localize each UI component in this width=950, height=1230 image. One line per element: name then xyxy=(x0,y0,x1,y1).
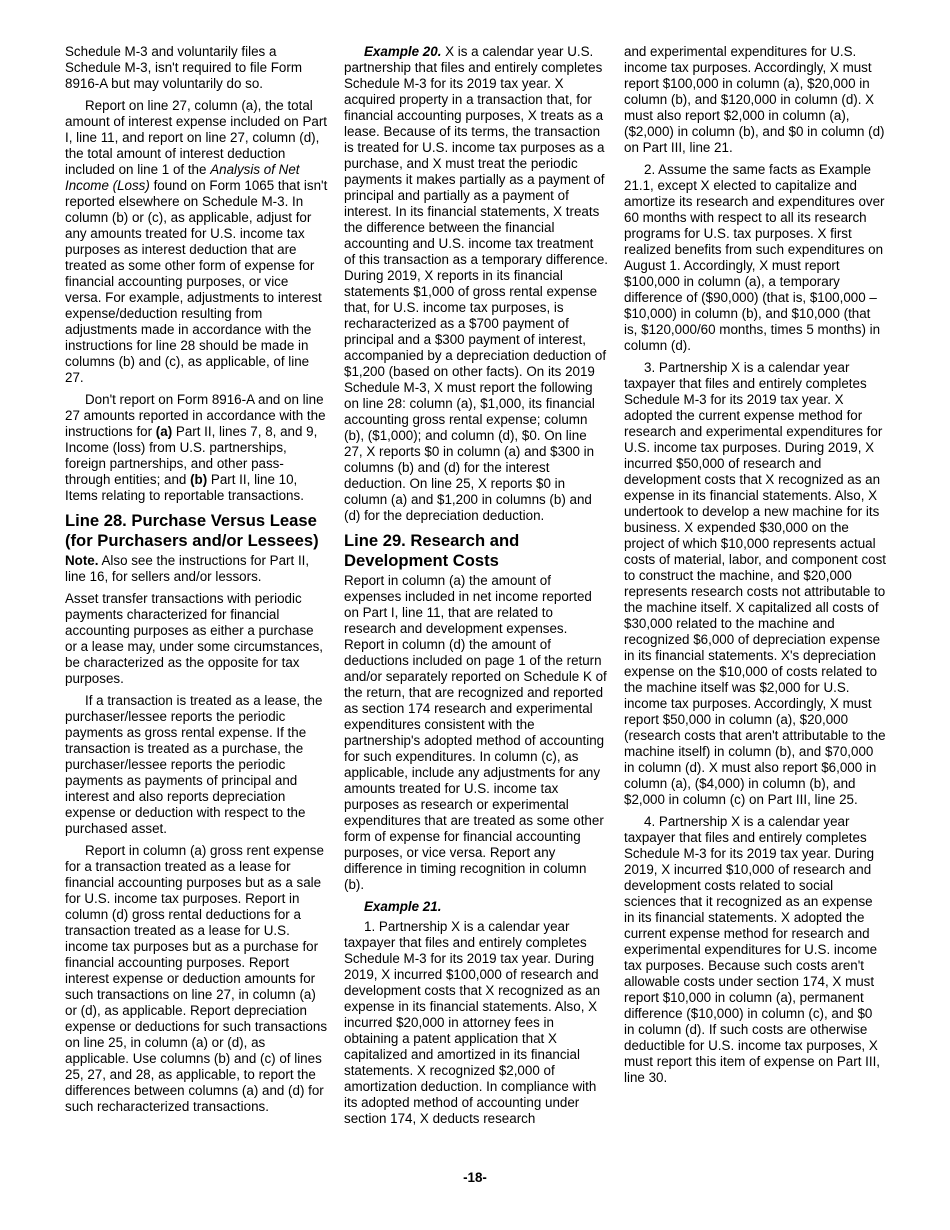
column-left xyxy=(65,44,328,1121)
example-21-label: Example 21. xyxy=(364,899,442,914)
example-21-item-4: 4. Partnership X is a calendar year taxpayer that files and entirely completes Schedule M-3 for its 2019 tax year. During 2019, X incurred $10,000 of research and development costs related to social sciences that it recognized as an expense in its financial statements. X adopted the current expense method for research and experimental expenditures for U.S. income tax purposes. Because such costs aren't allowable costs under section 174, X must report $10,000 in column (a), permanent difference ($10,000) in column (c), and $0 in column (d). If such costs are otherwise deductible for U.S. income tax purposes, X must report this item of expense on Part III, line 30. xyxy=(624,814,881,1085)
note-text: Also see the instructions for Part II, line 16, for sellers and/or lessors. xyxy=(65,553,310,584)
paragraph: If a transaction is treated as a lease, the purchaser/lessee reports the periodic payments as gross rental expense. If the transaction is treated as a purchase, the purchaser/lessee reports the periodic payments as payments of principal and interest and also reports depreciation expense or deduction with respect to the purchased asset. xyxy=(65,693,323,836)
note xyxy=(65,553,328,585)
page-number: -18- xyxy=(463,1170,487,1185)
form-title-italic: Analysis of Net Income (Loss) xyxy=(65,162,300,193)
heading-line-29: Line 29. Research and Development Costs xyxy=(344,531,520,570)
bold-marker: (b) xyxy=(190,472,208,487)
text: Report on line 27, column (a), the total amount of interest expense included on Part I, line 11, and report on line 27, column (d), the total amount of interest deduction included on line 1 of the xyxy=(65,98,328,177)
paragraph-line-27 xyxy=(65,98,328,386)
paragraph-dont-report xyxy=(65,392,328,504)
example-21-item-3: 3. Partnership X is a calendar year taxpayer that files and entirely completes Schedule M-3 for its 2019 tax year. X adopted the current expense method for research and experimental expenditures for U.S. income tax purposes. During 2019, X incurred $50,000 of research and development costs that X recognized as an expense in its financial statements. Also, X undertook to develop a new machine for its business. X expended $30,000 on the project of which $10,000 represents actual costs of material, labor, and component cost to construct the machine, and $20,000 represents research costs not attributable to the machine itself. X capitalized all costs of $30,000 related to the machine and recognized $6,000 of depreciation expense in its financial statements. X's depreciation expense on the $10,000 of costs related to the machine itself was $2,000 for U.S. income tax purposes. Accordingly, X must report $50,000 in column (a), $20,000 (research costs that aren't attributable to the machine itself) in column (b), and $70,000 in column (d). X must also report $6,000 in column (a), ($4,000) in column (b), and $2,000 in column (c) on Part III, line 25. xyxy=(624,360,886,807)
column-middle xyxy=(344,44,608,1133)
example-21-item-2: 2. Assume the same facts as Example 21.1, except X elected to capitalize and amortize its research and expenditures over 60 months with respect to all its research programs for U.S. tax purposes. X first realized benefits from such expenditures on August 1. Accordingly, X must report $100,000 in column (a), a temporary difference of ($90,000) (that is, $100,000 – $10,000) in column (b), and $10,000 (that is, $120,000/60 months, times 5 months) in column (d). xyxy=(624,162,885,353)
column-right xyxy=(624,44,886,1092)
example-21-item-1: 1. Partnership X is a calendar year taxpayer that files and entirely completes Schedule M-3 for its 2019 tax year. During 2019, X incurred $100,000 of research and development costs that X recognized as an expense in its financial statements. Also, X incurred $20,000 in attorney fees in obtaining a patent application that X capitalized and amortized in its financial statements. X recognized $2,000 of amortization deduction. In compliance with its adopted method of accounting under section 174, X deducts research xyxy=(344,919,601,1126)
note-label: Note. xyxy=(65,553,99,568)
bold-marker: (a) xyxy=(155,424,173,439)
example-20 xyxy=(344,44,608,524)
heading-line-28: Line 28. Purchase Versus Lease (for Purchasers and/or Lessees) xyxy=(65,511,319,550)
text: found on Form 1065 that isn't reported elsewhere on Schedule M-3. In column (b) or (c), as applicable, adjust for any amounts treated for U.S. income tax purposes as interest deduction that are treated as some other form of expense for financial accounting purposes, or vice versa. For example, adjustments to interest expense/deduction resulting from adjustments made in accordance with the instructions for line 28 should be made in columns (b) and (c), as applicable, of line 27. xyxy=(65,178,328,385)
paragraph: Report in column (a) gross rent expense for a transaction treated as a lease for financial accounting purposes but as a sale for U.S. income tax purposes. Report in column (d) gross rental deductions for a transaction treated as a lease for U.S. income tax purposes but as a purchase for financial accounting purposes. Report interest expense or deduction amounts for such transactions on line 27, in column (a) or (d), as applicable. Report depreciation expense or deductions for such transactions on line 25, in column (a) or (d), as applicable. Use columns (b) and (c) of lines 25, 27, and 28, as applicable, to report the differences between columns (a) and (d) for such recharacterized transactions. xyxy=(65,843,328,1114)
text: Part II, line 10, Items relating to reportable transactions. xyxy=(65,472,304,503)
text: Part II, lines 7, 8, and 9, Income (loss) from U.S. partnerships, foreign partnerships, and other pass-through entities; and xyxy=(65,424,318,487)
paragraph: Asset transfer transactions with periodic payments characterized for financial accounting purposes as either a purchase or a lease may, under some circumstances, be characterized as the opposite for tax purposes. xyxy=(65,591,323,686)
example-text: X is a calendar year U.S. partnership that files and entirely completes Schedule M-3 for its 2019 tax year. X acquired property in a transaction that, for financial accounting purposes, X treats as a lease. Because of its terms, the transaction is treated for U.S. income tax purposes as a purchase, and X must treat the periodic payments it makes partially as a payment of principal and partially as a payment of interest. In its financial statements, X treats the difference between the financial accounting and U.S. income tax treatment of this transaction as a temporary difference. During 2019, X reports in its financial statements $1,000 of gross rental expense that, for U.S. income tax purposes, is recharacterized as a $700 payment of principal and a $300 payment of interest, accompanied by a depreciation deduction of $1,200 (based on other facts). On its 2019 Schedule M-3, X must report the following on line 28: column (a), $1,000, its financial accounting gross rental expense; column (b), ($1,000); and column (d), $0. On line 27, X reports $0 in column (a) and $300 in columns (b) and (d) for the interest deduction. On line 25, X reports $0 in column (a) and $1,200 in columns (b) and (d) for the depreciation deduction. xyxy=(344,44,608,523)
paragraph: Schedule M-3 and voluntarily files a Schedule M-3, isn't required to file Form 8916-A but may voluntarily do so. xyxy=(65,44,302,91)
text: Don't report on Form 8916-A and on line 27 amounts reported in accordance with the instructions for xyxy=(65,392,326,439)
paragraph: Report in column (a) the amount of expenses included in net income reported on Part I, line 11, that are related to research and development expenses. Report in column (d) the amount of deductions included on page 1 of the return and/or separately reported on Schedule K of the return, that are recognized and reported as section 174 research and experimental expenditures consistent with the partnership's adopted method of accounting for such expenditures. In column (c), as applicable, include any adjustments for any amounts treated for U.S. income tax purposes as research or experimental expenditures that are treated as some other form of expense for financial accounting purposes, or vice versa. Report any difference in timing recognition in column (b). xyxy=(344,573,607,892)
paragraph: and experimental expenditures for U.S. income tax purposes. Accordingly, X must report $100,000 in column (a), $20,000 in column (b), and $120,000 in column (d). X must also report $2,000 in column (a), ($2,000) in column (b), and $0 in column (d) on Part III, line 21. xyxy=(624,44,885,155)
example-label: Example 20. xyxy=(364,44,442,59)
